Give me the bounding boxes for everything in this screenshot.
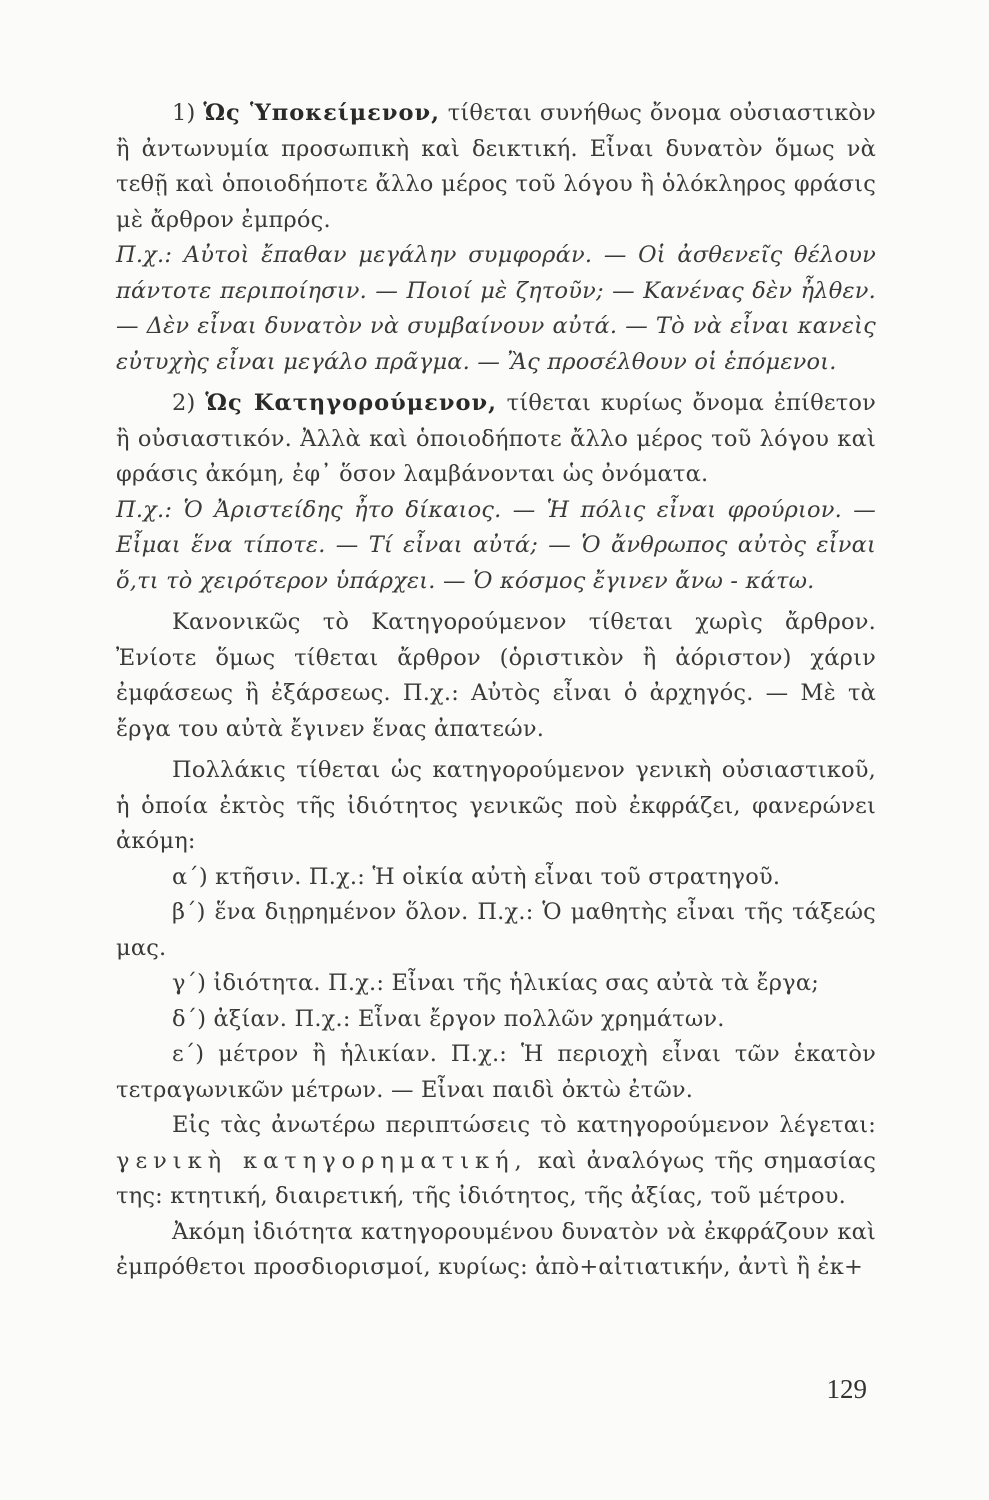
paragraph-article-rule: Κανονικῶς τὸ Κατηγορούμενον τίθεται χωρὶς ἄρθρον. Ἐνίοτε ὅμως τίθεται ἄρθρον (ὁριστικὸν ἢ ἀόριστον) χάριν ἐμφάσεως ἢ ἐξάρσεως. Π.χ.: Αὐτὸς εἶναι ὁ ἀρχηγός. — Μὲ τὰ ἔργα του αὐτὰ ἔγινεν ἕνας ἀπατεών. (116, 609, 876, 742)
example-label: Π.χ.: (116, 496, 184, 523)
paragraph-text: Εἰς τὰς ἀνωτέρω περιπτώσεις τὸ κατηγορούμενον λέγεται: (172, 1112, 876, 1138)
item-number: 1) (172, 100, 204, 126)
list-item: α΄) κτῆσιν. Π.χ.: Ἡ οἰκία αὐτὴ εἶναι τοῦ στρατηγοῦ. (172, 863, 781, 890)
examples-subject (116, 238, 876, 380)
paragraph-text: τίθεται κυρίως ὄνομα ἐπίθετον ἢ οὐσιαστικόν. Ἀλλὰ καὶ ὁποιοδήποτε ἄλλο μέρος τοῦ λόγου καὶ φράσις ἀκόμη, ἐφ᾽ ὅσον λαμβάνονται ὡς ὀνόματα. (116, 390, 876, 487)
item-number: 2) (172, 390, 206, 416)
section-heading-subject: Ὡς Ὑποκείμενον, (203, 100, 440, 126)
section-heading-predicate: Ὡς Κατηγορούμενον, (205, 390, 497, 416)
paragraph-prepositional: Ἀκόμη ἰδιότητα κατηγορουμένου δυνατὸν νὰ ἐκφράζουν καὶ ἐμπρόθετοι προσδιορισμοί, κυρίως: ἀπὸ+αἰτιατικήν, ἀντὶ ἢ ἐκ+ (116, 1218, 876, 1280)
example-text: Ὁ Ἀριστείδης ἦτο δίκαιος. — Ἡ πόλις εἶναι φρούριον. — Εἶμαι ἕνα τίποτε. — Τί εἶναι αὐτά; — Ὁ ἄνθρωπος αὐτὸς εἶναι ὅ,τι τὸ χειρότερον ὑπάρχει. — Ὁ κόσμος ἔγινεν ἄνω - κάτω. (116, 496, 876, 594)
spaced-term: γενικὴ κατηγορηματική, (116, 1147, 528, 1174)
paragraph-genitive: Πολλάκις τίθεται ὡς κατηγορούμενον γενικὴ οὐσιαστικοῦ, ἡ ὁποία ἐκτὸς τῆς ἰδιότητος γενικῶς ποὺ ἐκφράζει, φανερώνει ἀκόμη: (116, 757, 876, 854)
list-item: δ΄) ἀξίαν. Π.χ.: Εἶναι ἔργον πολλῶν χρημάτων. (172, 1005, 725, 1032)
paragraph-subject (116, 96, 876, 238)
paragraph-text: τίθεται συνήθως ὄνομα οὐσιαστικὸν ἢ ἀντωνυμία προσωπικὴ καὶ δεικτική. Εἶναι δυνατὸν ὅμως νὰ τεθῇ καὶ ὁποιοδήποτε ἄλλο μέρος τοῦ λόγου ἢ ὁλόκληρος φράσις μὲ ἄρθρον ἐμπρός. (116, 100, 876, 233)
paragraph-terminology (116, 1108, 876, 1215)
page-number: 129 (826, 1374, 867, 1404)
list-item: γ΄) ἰδιότητα. Π.χ.: Εἶναι τῆς ἡλικίας σας αὐτὰ τὰ ἔργα; (172, 970, 819, 996)
example-label: Π.χ.: (116, 242, 184, 268)
examples-predicate (116, 493, 876, 600)
list-item: β΄) ἕνα διῃρημένον ὅλον. Π.χ.: Ὁ μαθητὴς εἶναι τῆς τάξεώς μας. (116, 899, 876, 961)
example-text: Αὐτοὶ ἔπαθαν μεγάλην συμφοράν. — Οἱ ἀσθενεῖς θέλουν πάντοτε περιποίησιν. — Ποιοί μὲ ζητοῦν; — Κανένας δὲν ἦλθεν. — Δὲν εἶναι δυνατὸν νὰ συμβαίνουν αὐτά. — Τὸ νὰ εἶναι κανεὶς εὐτυχὴς εἶναι μεγάλο πρᾶγμα. — Ἂς προσέλθουν οἱ ἑπόμενοι. (116, 242, 876, 375)
paragraph-text: καὶ ἀναλόγως τῆς σημασίας της: κτητική, διαιρετική, τῆς ἰδιότητος, τῆς ἀξίας, τοῦ μέτρου. (116, 1147, 876, 1209)
paragraph-predicate (116, 386, 876, 493)
body-text (116, 96, 876, 1286)
list-item: ε΄) μέτρον ἢ ἡλικίαν. Π.χ.: Ἡ περιοχὴ εἶναι τῶν ἑκατὸν τετραγωνικῶν μέτρων. — Εἶναι παιδὶ ὀκτὼ ἐτῶν. (116, 1041, 876, 1103)
